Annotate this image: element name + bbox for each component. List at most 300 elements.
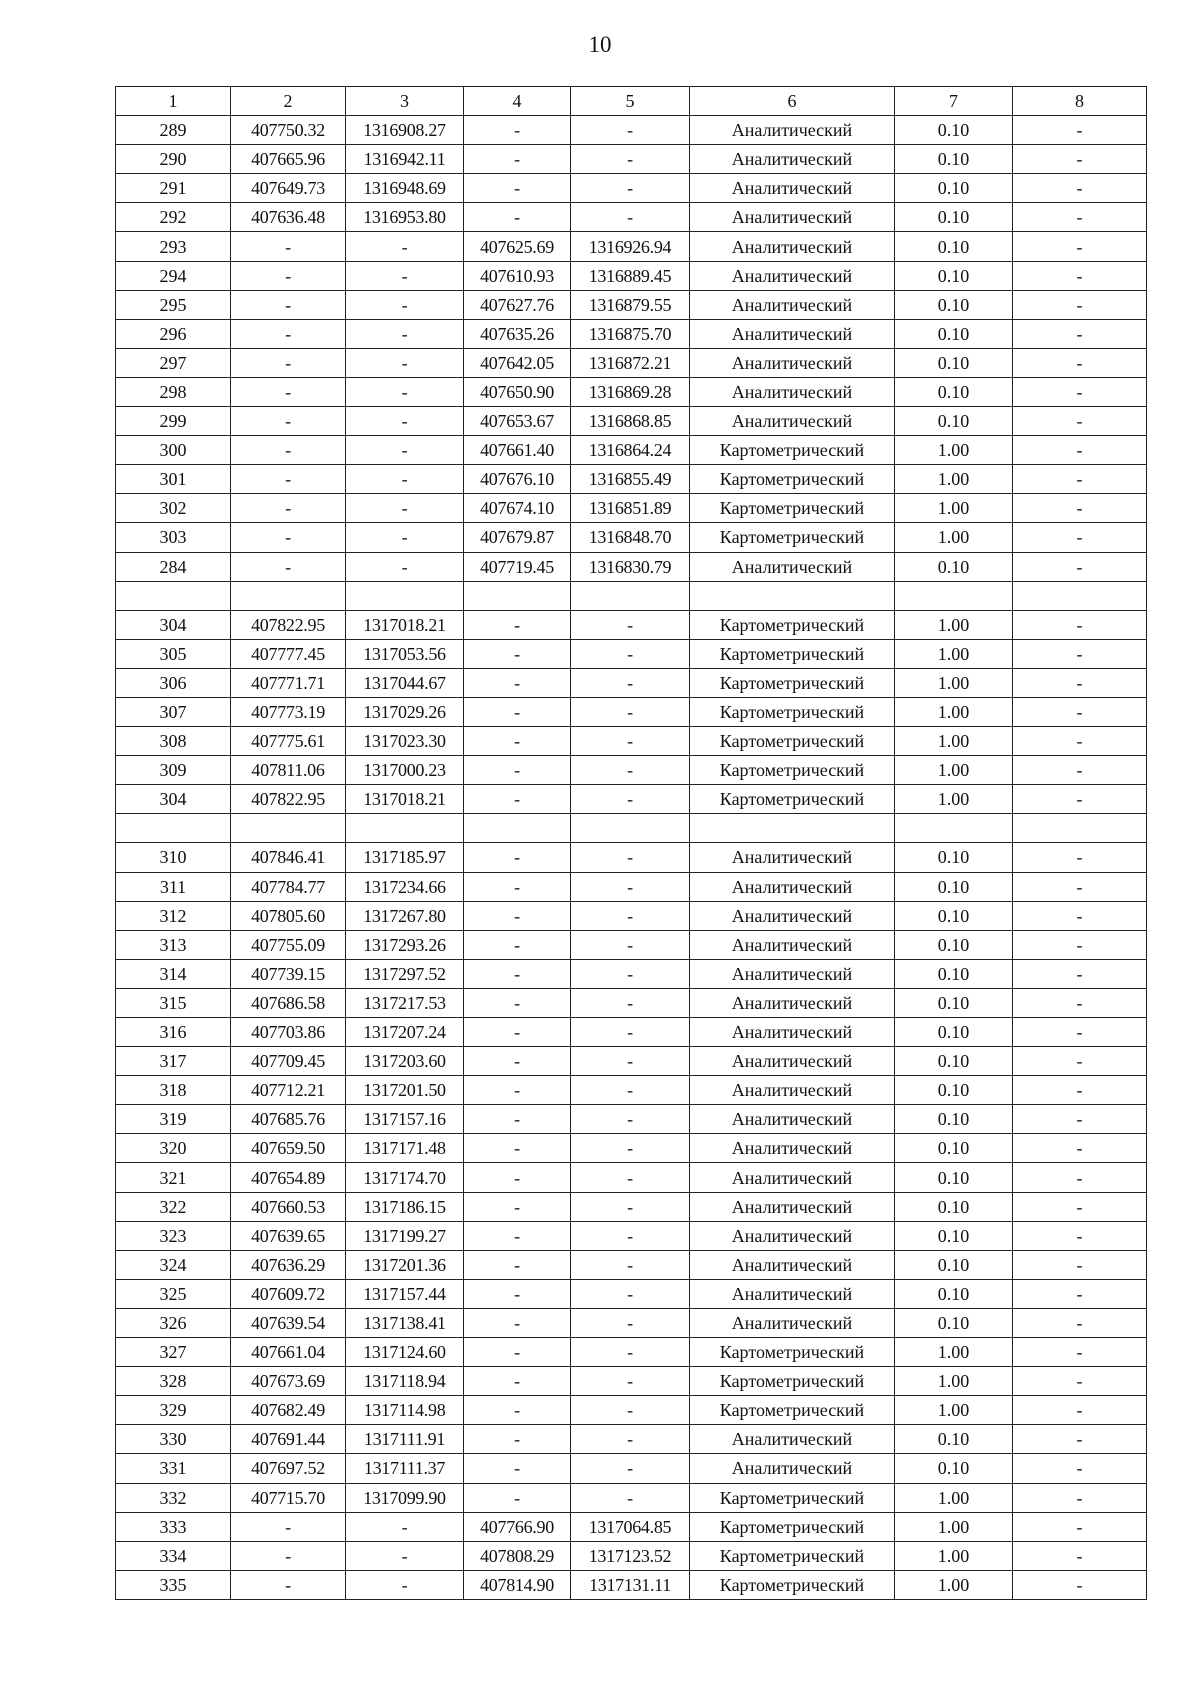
cell-x-existing: -: [231, 290, 346, 319]
cell-description: -: [1013, 203, 1147, 232]
cell-x-existing: 407777.45: [231, 639, 346, 668]
cell-point-number: 301: [116, 465, 231, 494]
cell-x-existing: 407739.15: [231, 959, 346, 988]
cell-y-new: [571, 814, 690, 843]
cell-accuracy: 0.10: [895, 959, 1013, 988]
cell-y-new: -: [571, 1047, 690, 1076]
cell-point-number: 313: [116, 930, 231, 959]
cell-accuracy: 1.00: [895, 668, 1013, 697]
cell-accuracy: 0.10: [895, 1076, 1013, 1105]
cell-method: Аналитический: [690, 348, 895, 377]
cell-x-existing: 407609.72: [231, 1279, 346, 1308]
cell-y-new: -: [571, 203, 690, 232]
cell-point-number: 335: [116, 1570, 231, 1599]
cell-description: -: [1013, 1105, 1147, 1134]
cell-description: -: [1013, 1221, 1147, 1250]
cell-method: Аналитический: [690, 203, 895, 232]
coordinates-table: [115, 86, 1147, 1600]
cell-point-number: 299: [116, 407, 231, 436]
cell-y-existing: -: [346, 290, 464, 319]
cell-x-existing: -: [231, 348, 346, 377]
cell-accuracy: 1.00: [895, 756, 1013, 785]
cell-x-new: -: [464, 1076, 571, 1105]
cell-y-existing: 1317171.48: [346, 1134, 464, 1163]
cell-y-new: -: [571, 1425, 690, 1454]
cell-x-new: -: [464, 1163, 571, 1192]
cell-description: -: [1013, 1279, 1147, 1308]
table-row: [116, 697, 1147, 726]
cell-y-existing: 1317023.30: [346, 727, 464, 756]
cell-x-new: 407650.90: [464, 377, 571, 406]
cell-x-new: -: [464, 1279, 571, 1308]
cell-x-existing: 407686.58: [231, 988, 346, 1017]
cell-y-new: -: [571, 1367, 690, 1396]
cell-y-new: 1316864.24: [571, 436, 690, 465]
cell-y-new: -: [571, 174, 690, 203]
cell-y-existing: 1317201.36: [346, 1250, 464, 1279]
cell-x-new: 407627.76: [464, 290, 571, 319]
cell-x-new: -: [464, 1134, 571, 1163]
table-row: [116, 1454, 1147, 1483]
cell-y-existing: -: [346, 261, 464, 290]
cell-x-new: 407653.67: [464, 407, 571, 436]
cell-x-new: 407719.45: [464, 552, 571, 581]
cell-x-existing: -: [231, 523, 346, 552]
table-row: [116, 843, 1147, 872]
cell-y-existing: -: [346, 407, 464, 436]
table-row: [116, 988, 1147, 1017]
table-row: [116, 1338, 1147, 1367]
cell-accuracy: 1.00: [895, 1338, 1013, 1367]
cell-y-existing: 1317018.21: [346, 785, 464, 814]
cell-y-existing: 1317203.60: [346, 1047, 464, 1076]
cell-method: Аналитический: [690, 901, 895, 930]
cell-y-existing: 1317297.52: [346, 959, 464, 988]
cell-description: -: [1013, 1163, 1147, 1192]
cell-y-new: -: [571, 639, 690, 668]
cell-x-new: -: [464, 1192, 571, 1221]
cell-description: -: [1013, 1483, 1147, 1512]
cell-x-existing: 407691.44: [231, 1425, 346, 1454]
cell-accuracy: 0.10: [895, 872, 1013, 901]
cell-y-new: -: [571, 843, 690, 872]
cell-accuracy: 0.10: [895, 1454, 1013, 1483]
cell-x-existing: 407822.95: [231, 610, 346, 639]
cell-accuracy: [895, 814, 1013, 843]
cell-method: Аналитический: [690, 1018, 895, 1047]
cell-accuracy: 0.10: [895, 407, 1013, 436]
cell-x-existing: 407654.89: [231, 1163, 346, 1192]
cell-x-new: 407808.29: [464, 1541, 571, 1570]
cell-y-existing: 1317201.50: [346, 1076, 464, 1105]
cell-accuracy: 1.00: [895, 610, 1013, 639]
cell-description: [1013, 814, 1147, 843]
cell-x-existing: 407703.86: [231, 1018, 346, 1047]
cell-description: -: [1013, 1396, 1147, 1425]
cell-description: -: [1013, 1338, 1147, 1367]
cell-x-existing: 407639.54: [231, 1308, 346, 1337]
table-row: [116, 261, 1147, 290]
table-row: [116, 552, 1147, 581]
cell-description: -: [1013, 174, 1147, 203]
cell-accuracy: 1.00: [895, 697, 1013, 726]
cell-x-existing: 407775.61: [231, 727, 346, 756]
cell-accuracy: 0.10: [895, 261, 1013, 290]
table-row: [116, 872, 1147, 901]
cell-method: Картометрический: [690, 785, 895, 814]
cell-y-existing: 1317293.26: [346, 930, 464, 959]
cell-y-existing: 1317118.94: [346, 1367, 464, 1396]
cell-accuracy: 1.00: [895, 465, 1013, 494]
cell-y-new: 1317064.85: [571, 1512, 690, 1541]
cell-point-number: 324: [116, 1250, 231, 1279]
cell-x-new: -: [464, 1367, 571, 1396]
cell-y-existing: 1317217.53: [346, 988, 464, 1017]
cell-y-new: -: [571, 116, 690, 145]
cell-x-new: -: [464, 668, 571, 697]
cell-description: -: [1013, 552, 1147, 581]
cell-x-new: -: [464, 1047, 571, 1076]
cell-y-existing: -: [346, 465, 464, 494]
cell-point-number: 290: [116, 145, 231, 174]
cell-accuracy: 0.10: [895, 1047, 1013, 1076]
cell-y-new: -: [571, 1308, 690, 1337]
cell-x-existing: -: [231, 552, 346, 581]
table-header: [116, 87, 1147, 116]
cell-y-existing: 1317138.41: [346, 1308, 464, 1337]
cell-point-number: 308: [116, 727, 231, 756]
table-row: [116, 930, 1147, 959]
cell-x-new: -: [464, 727, 571, 756]
cell-y-new: -: [571, 1105, 690, 1134]
header-cell-col-8: 8: [1013, 87, 1147, 116]
cell-point-number: 332: [116, 1483, 231, 1512]
cell-y-new: -: [571, 1018, 690, 1047]
cell-description: -: [1013, 319, 1147, 348]
cell-x-existing: -: [231, 1570, 346, 1599]
cell-x-new: [464, 814, 571, 843]
cell-method: Картометрический: [690, 494, 895, 523]
cell-y-existing: -: [346, 348, 464, 377]
cell-method: Картометрический: [690, 1512, 895, 1541]
table-row: [116, 1308, 1147, 1337]
cell-y-existing: -: [346, 523, 464, 552]
cell-description: -: [1013, 1367, 1147, 1396]
cell-accuracy: 0.10: [895, 348, 1013, 377]
cell-y-existing: 1317157.16: [346, 1105, 464, 1134]
table-row: [116, 1279, 1147, 1308]
cell-description: -: [1013, 872, 1147, 901]
cell-x-existing: 407649.73: [231, 174, 346, 203]
cell-accuracy: 1.00: [895, 1367, 1013, 1396]
cell-x-new: 407679.87: [464, 523, 571, 552]
cell-method: Аналитический: [690, 261, 895, 290]
table-row: [116, 290, 1147, 319]
cell-accuracy: 0.10: [895, 1308, 1013, 1337]
cell-y-new: -: [571, 988, 690, 1017]
table-row: [116, 407, 1147, 436]
cell-x-existing: 407659.50: [231, 1134, 346, 1163]
cell-method: Картометрический: [690, 465, 895, 494]
header-cell-col-7: 7: [895, 87, 1013, 116]
table-body: [116, 116, 1147, 1600]
cell-x-existing: 407636.48: [231, 203, 346, 232]
cell-y-new: -: [571, 1279, 690, 1308]
cell-x-new: 407766.90: [464, 1512, 571, 1541]
cell-accuracy: 0.10: [895, 988, 1013, 1017]
cell-description: -: [1013, 348, 1147, 377]
cell-accuracy: 1.00: [895, 1512, 1013, 1541]
cell-method: Аналитический: [690, 1105, 895, 1134]
cell-method: Картометрический: [690, 697, 895, 726]
cell-x-new: 407610.93: [464, 261, 571, 290]
cell-description: -: [1013, 1047, 1147, 1076]
header-cell-col-5: 5: [571, 87, 690, 116]
cell-description: -: [1013, 1308, 1147, 1337]
cell-x-existing: 407750.32: [231, 116, 346, 145]
cell-method: Картометрический: [690, 668, 895, 697]
cell-x-existing: 407773.19: [231, 697, 346, 726]
cell-x-new: -: [464, 1396, 571, 1425]
cell-point-number: 298: [116, 377, 231, 406]
table-row: [116, 1570, 1147, 1599]
cell-x-existing: -: [231, 436, 346, 465]
cell-y-existing: 1316948.69: [346, 174, 464, 203]
cell-y-new: -: [571, 930, 690, 959]
header-cell-col-3: 3: [346, 87, 464, 116]
cell-method: Аналитический: [690, 930, 895, 959]
cell-x-existing: 407771.71: [231, 668, 346, 697]
cell-description: -: [1013, 1134, 1147, 1163]
cell-accuracy: 0.10: [895, 1425, 1013, 1454]
cell-description: -: [1013, 843, 1147, 872]
cell-y-new: 1316851.89: [571, 494, 690, 523]
cell-method: Аналитический: [690, 872, 895, 901]
cell-y-existing: -: [346, 552, 464, 581]
cell-method: Аналитический: [690, 145, 895, 174]
cell-y-new: -: [571, 668, 690, 697]
cell-x-existing: 407755.09: [231, 930, 346, 959]
cell-x-existing: -: [231, 1541, 346, 1570]
table-row: [116, 814, 1147, 843]
table-row: [116, 523, 1147, 552]
cell-description: -: [1013, 930, 1147, 959]
cell-x-new: -: [464, 639, 571, 668]
cell-accuracy: 1.00: [895, 436, 1013, 465]
cell-point-number: 297: [116, 348, 231, 377]
cell-point-number: 314: [116, 959, 231, 988]
table-row: [116, 232, 1147, 261]
cell-y-existing: -: [346, 319, 464, 348]
cell-point-number: 333: [116, 1512, 231, 1541]
cell-x-existing: -: [231, 319, 346, 348]
cell-x-existing: 407639.65: [231, 1221, 346, 1250]
table-row: [116, 203, 1147, 232]
cell-accuracy: 0.10: [895, 145, 1013, 174]
header-cell-col-2: 2: [231, 87, 346, 116]
cell-point-number: 317: [116, 1047, 231, 1076]
cell-y-new: 1316830.79: [571, 552, 690, 581]
cell-description: -: [1013, 756, 1147, 785]
cell-point-number: 334: [116, 1541, 231, 1570]
table-row: [116, 1163, 1147, 1192]
cell-x-existing: 407665.96: [231, 145, 346, 174]
cell-method: [690, 814, 895, 843]
cell-y-existing: 1317157.44: [346, 1279, 464, 1308]
cell-method: Аналитический: [690, 988, 895, 1017]
cell-y-existing: 1316953.80: [346, 203, 464, 232]
cell-accuracy: 0.10: [895, 1192, 1013, 1221]
cell-y-new: -: [571, 1454, 690, 1483]
cell-y-new: -: [571, 1483, 690, 1512]
cell-method: Картометрический: [690, 727, 895, 756]
cell-x-existing: -: [231, 261, 346, 290]
cell-point-number: 292: [116, 203, 231, 232]
cell-point-number: 315: [116, 988, 231, 1017]
cell-y-existing: 1316908.27: [346, 116, 464, 145]
cell-y-existing: 1317185.97: [346, 843, 464, 872]
cell-x-existing: 407784.77: [231, 872, 346, 901]
cell-accuracy: 1.00: [895, 1483, 1013, 1512]
cell-method: Картометрический: [690, 523, 895, 552]
cell-point-number: 330: [116, 1425, 231, 1454]
cell-x-existing: 407811.06: [231, 756, 346, 785]
cell-method: Картометрический: [690, 610, 895, 639]
table-row: [116, 145, 1147, 174]
cell-y-new: -: [571, 1192, 690, 1221]
cell-y-existing: 1317111.37: [346, 1454, 464, 1483]
table-row: [116, 610, 1147, 639]
table-row: [116, 348, 1147, 377]
cell-x-new: -: [464, 203, 571, 232]
cell-x-new: -: [464, 1308, 571, 1337]
cell-x-new: -: [464, 1105, 571, 1134]
cell-point-number: 322: [116, 1192, 231, 1221]
cell-y-new: 1316855.49: [571, 465, 690, 494]
cell-y-existing: -: [346, 494, 464, 523]
cell-x-new: -: [464, 1221, 571, 1250]
cell-accuracy: 0.10: [895, 901, 1013, 930]
cell-x-existing: 407846.41: [231, 843, 346, 872]
table-row: [116, 785, 1147, 814]
cell-description: -: [1013, 1192, 1147, 1221]
table-row: [116, 465, 1147, 494]
cell-accuracy: 1.00: [895, 523, 1013, 552]
cell-method: [690, 581, 895, 610]
table-row: [116, 1250, 1147, 1279]
cell-x-new: 407635.26: [464, 319, 571, 348]
cell-y-existing: 1317234.66: [346, 872, 464, 901]
cell-x-existing: -: [231, 1512, 346, 1541]
cell-accuracy: 0.10: [895, 1105, 1013, 1134]
cell-accuracy: 0.10: [895, 319, 1013, 348]
cell-method: Аналитический: [690, 1425, 895, 1454]
table-row: [116, 1541, 1147, 1570]
cell-y-existing: 1317099.90: [346, 1483, 464, 1512]
cell-y-existing: 1317053.56: [346, 639, 464, 668]
cell-y-existing: 1317199.27: [346, 1221, 464, 1250]
cell-description: -: [1013, 988, 1147, 1017]
cell-point-number: 284: [116, 552, 231, 581]
cell-x-new: -: [464, 145, 571, 174]
table-row: [116, 959, 1147, 988]
cell-accuracy: 0.10: [895, 203, 1013, 232]
cell-y-new: -: [571, 901, 690, 930]
cell-y-new: 1316872.21: [571, 348, 690, 377]
cell-description: -: [1013, 1250, 1147, 1279]
cell-y-new: -: [571, 1338, 690, 1367]
cell-point-number: 309: [116, 756, 231, 785]
cell-x-existing: 407661.04: [231, 1338, 346, 1367]
cell-x-new: -: [464, 610, 571, 639]
cell-y-new: 1316875.70: [571, 319, 690, 348]
cell-x-new: -: [464, 901, 571, 930]
cell-method: Картометрический: [690, 1367, 895, 1396]
cell-x-existing: 407822.95: [231, 785, 346, 814]
cell-point-number: 293: [116, 232, 231, 261]
cell-description: -: [1013, 668, 1147, 697]
cell-accuracy: 1.00: [895, 785, 1013, 814]
cell-y-existing: 1317186.15: [346, 1192, 464, 1221]
table-row: [116, 639, 1147, 668]
cell-method: Картометрический: [690, 756, 895, 785]
cell-point-number: 331: [116, 1454, 231, 1483]
cell-y-new: 1317131.11: [571, 1570, 690, 1599]
cell-y-new: 1316889.45: [571, 261, 690, 290]
cell-description: -: [1013, 639, 1147, 668]
cell-method: Аналитический: [690, 959, 895, 988]
cell-method: Аналитический: [690, 1163, 895, 1192]
cell-accuracy: 0.10: [895, 174, 1013, 203]
cell-x-new: 407814.90: [464, 1570, 571, 1599]
cell-point-number: 302: [116, 494, 231, 523]
cell-x-existing: 407685.76: [231, 1105, 346, 1134]
cell-description: -: [1013, 1425, 1147, 1454]
cell-x-new: 407674.10: [464, 494, 571, 523]
cell-y-existing: 1317018.21: [346, 610, 464, 639]
table-row: [116, 756, 1147, 785]
table-row: [116, 581, 1147, 610]
cell-point-number: 312: [116, 901, 231, 930]
cell-x-new: -: [464, 1483, 571, 1512]
cell-description: -: [1013, 116, 1147, 145]
cell-x-existing: 407636.29: [231, 1250, 346, 1279]
cell-description: -: [1013, 1512, 1147, 1541]
cell-point-number: 318: [116, 1076, 231, 1105]
cell-accuracy: 1.00: [895, 1396, 1013, 1425]
cell-x-new: 407625.69: [464, 232, 571, 261]
cell-description: -: [1013, 1076, 1147, 1105]
cell-x-existing: 407697.52: [231, 1454, 346, 1483]
cell-method: Аналитический: [690, 116, 895, 145]
cell-x-new: -: [464, 1338, 571, 1367]
cell-accuracy: 1.00: [895, 494, 1013, 523]
cell-y-new: -: [571, 1163, 690, 1192]
cell-point-number: 305: [116, 639, 231, 668]
cell-point-number: 321: [116, 1163, 231, 1192]
cell-accuracy: 0.10: [895, 552, 1013, 581]
cell-point-number: 296: [116, 319, 231, 348]
cell-point-number: 291: [116, 174, 231, 203]
cell-description: -: [1013, 465, 1147, 494]
cell-x-new: -: [464, 872, 571, 901]
table-row: [116, 901, 1147, 930]
cell-y-new: 1316868.85: [571, 407, 690, 436]
cell-method: Аналитический: [690, 290, 895, 319]
cell-point-number: 329: [116, 1396, 231, 1425]
cell-x-new: -: [464, 785, 571, 814]
cell-description: -: [1013, 377, 1147, 406]
